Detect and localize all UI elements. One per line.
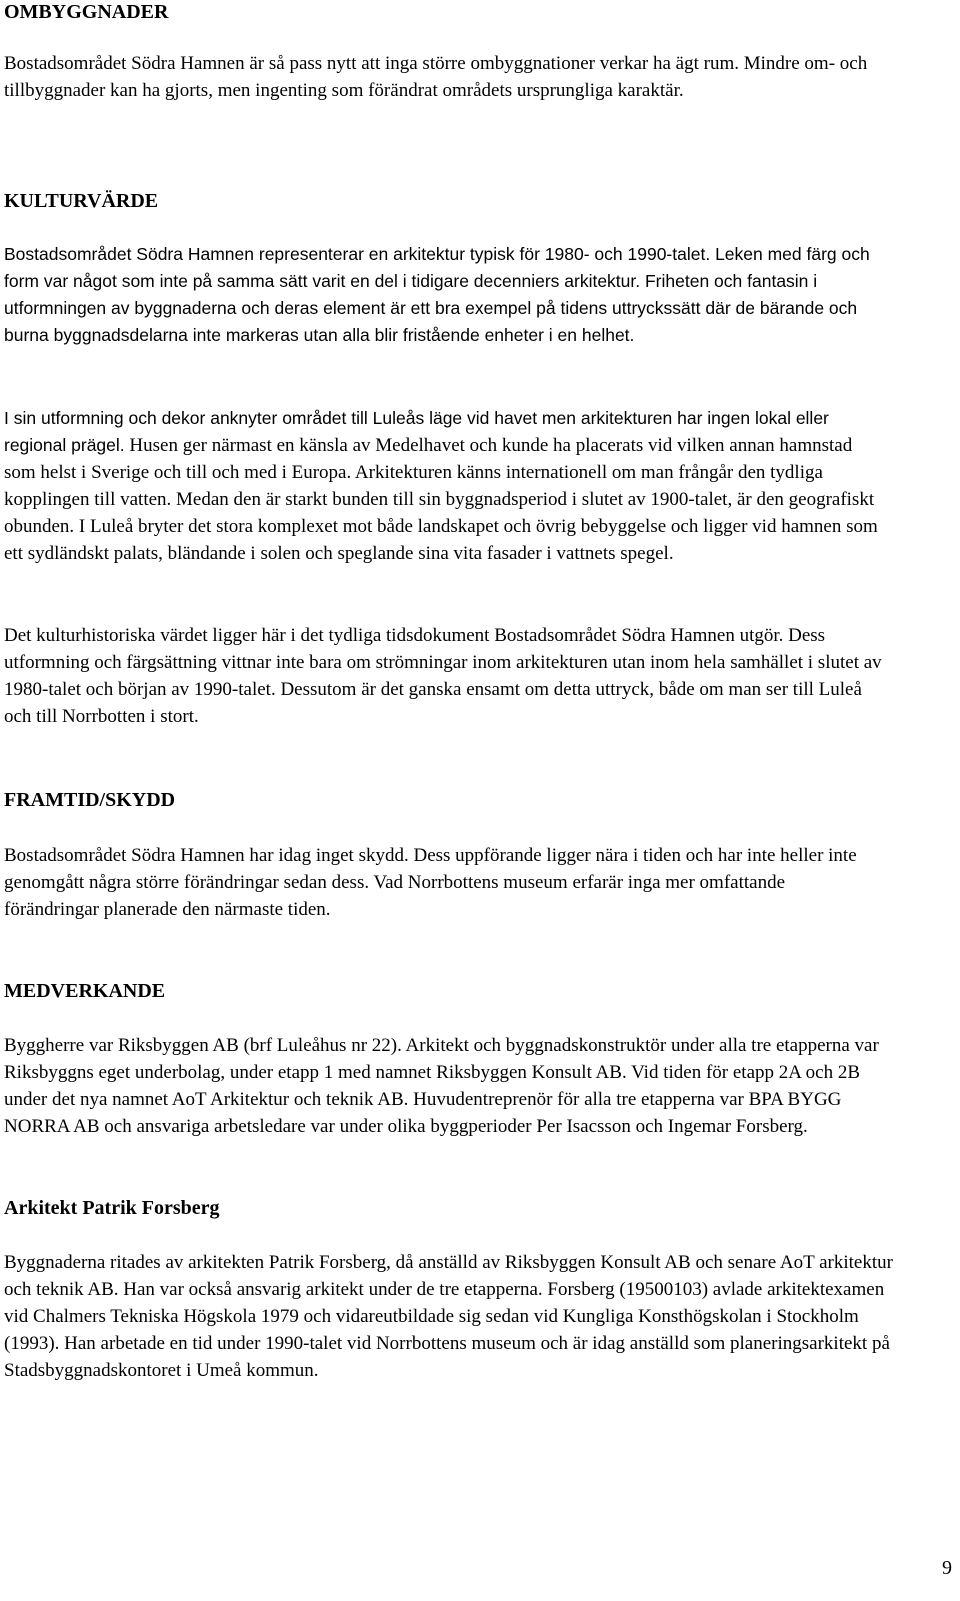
paragraph-kulturvarde-3: Det kulturhistoriska värdet ligger här i det tydliga tidsdokument Bostadsområdet Södra Hamnen utgör. Dess utformning och färgsättning vittnar inte bara om strömningar inom arkitekturen utan inom hela samhället i slutet av 1980-talet och början av 1990-talet. Dessutom är det ganska ensamt om detta uttryck, både om man ser till Luleå och till Norrbotten i stort. [4, 625, 882, 727]
heading-arkitekt: Arkitekt Patrik Forsberg [4, 1197, 220, 1219]
paragraph-kulturvarde-1: Bostadsområdet Södra Hamnen representerar en arkitektur typisk för 1980- och 1990-talet. Leken med färg och form var något som inte på samma sätt varit en del i tidigare decenniers arkitektur. Friheten och fantasin i utformningen av byggnaderna och deras element är ett bra exempel på tidens uttryckssätt där de bärande och burna byggnadsdelarna inte markeras utan alla blir fristående enheter i en helhet. [4, 244, 870, 345]
heading-ombyggnader: OMBYGGNADER [4, 1, 169, 23]
paragraph-framtid-skydd: Bostadsområdet Södra Hamnen har idag inget skydd. Dess uppförande ligger nära i tiden och har inte heller inte genomgått några större förändringar sedan dess. Vad Norrbottens museum erfarär inga mer omfattande förändringar planerade den närmaste tiden. [4, 845, 857, 920]
paragraph-ombyggnader: Bostadsområdet Södra Hamnen är så pass nytt att inga större ombyggnationer verkar ha ägt rum. Mindre om- och tillbyggnader kan ha gjorts, men ingenting som förändrat områdets ursprungliga karaktär. [4, 53, 868, 101]
paragraph-medverkande: Byggherre var Riksbyggen AB (brf Luleåhus nr 22). Arkitekt och byggnadskonstruktör under alla tre etapperna var Riksbyggns eget underbolag, under etapp 1 med namnet Riksbyggen Konsult AB. Vid tiden för etapp 2A och 2B under det nya namnet AoT Arkitektur och teknik AB. Huvudentreprenör för alla tre etapperna var BPA BYGG NORRA AB och ansvariga arbetsledare var under olika byggperioder Per Isacsson och Ingemar Forsberg. [4, 1035, 879, 1137]
heading-medverkande: MEDVERKANDE [4, 980, 166, 1002]
paragraph-kulturvarde-2-sans: I sin utformning och dekor anknyter området till Luleås läge vid havet men arkitekturen har ingen lokal eller regional prägel. [4, 408, 829, 455]
heading-framtid-skydd: FRAMTID/SKYDD [4, 789, 176, 811]
paragraph-kulturvarde-2 [4, 405, 884, 567]
page-number: 9 [942, 1557, 952, 1579]
heading-kulturvarde: KULTURVÄRDE [4, 190, 159, 212]
paragraph-arkitekt: Byggnaderna ritades av arkitekten Patrik Forsberg, då anställd av Riksbyggen Konsult AB och senare AoT arkitektur och teknik AB. Han var också ansvarig arkitekt under de tre etapperna. Forsberg (19500103) avlade arkitektexamen vid Chalmers Tekniska Högskola 1979 och vidareutbildade sig sedan vid Kungliga Konsthögskolan i Stockholm (1993). Han arbetade en tid under 1990-talet vid Norrbottens museum och är idag anställd som planeringsarkitekt på Stadsbyggnadskontoret i Umeå kommun. [4, 1252, 893, 1381]
paragraph-kulturvarde-2-serif: Husen ger närmast en känsla av Medelhavet och kunde ha placerats vid vilken annan hamnstad som helst i Sverige och till och med i Europa. Arkitekturen känns internationell om man frångår den tydliga kopplingen till vatten. Medan den är starkt bunden till sin byggnadsperiod i slutet av 1900-talet, är den geografiskt obunden. I Luleå bryter det stora komplexet mot både landskapet och övrig bebyggelse och ligger vid hamnen som ett sydländskt palats, bländande i solen och speglande sina vita fasader i vattnets spegel. [4, 435, 878, 564]
